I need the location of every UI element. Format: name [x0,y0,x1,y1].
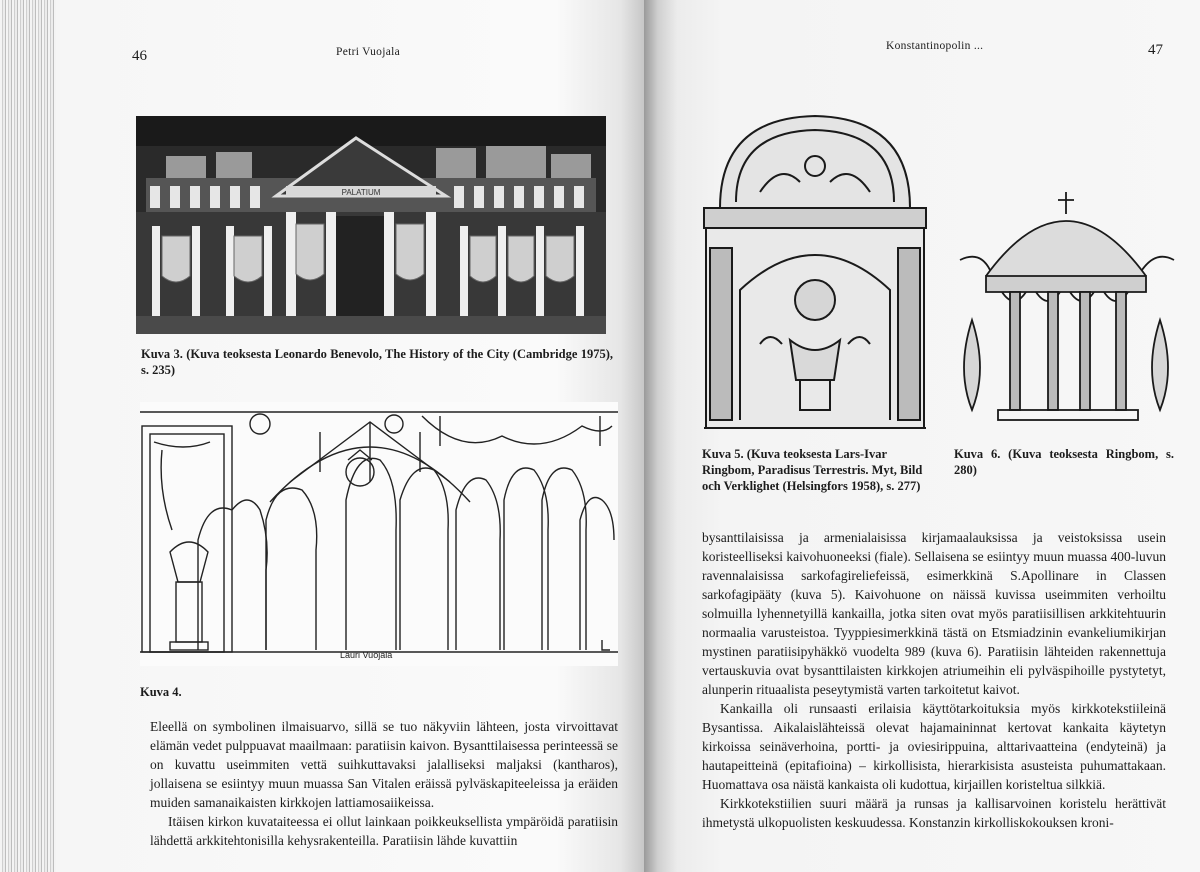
right-page-number: 47 [1148,42,1163,58]
figure-4-caption: Kuva 4. [140,685,182,699]
right-page [644,0,1200,872]
paragraph: Kirkkotekstiilien suuri määrä ja runsas ja kallisarvoinen koristelu herättivät ihmetystä ulkopuolisten keskuudessa. Konstanzin kirkolliskokouksen kroni- [702,796,1166,830]
paragraph: Eleellä on symbolinen ilmaisuarvo, sillä se tuo näkyviin lähteen, josta virvoittavat elämän vedet pulppuavat maailmaan: paratiisin kaivon. Bysanttilaisessa perinteessä se on kuvattu useimmiten vettä suihkuttavaksi jalalliseksi maljaksi (kantharos), jollaisena se esiintyy muun muassa San Vitalen eräissä pylväskapiteeleissa ja eräiden muiden samanaikaisten kirkkojen lattiamosaiikeissa. [150,719,618,810]
right-running-head: Konstantinopolin ... [886,40,984,52]
left-running-head: Petri Vuojala [336,46,400,58]
figure-6-caption: Kuva 6. (Kuva teoksesta Ringbom, s. 280) [954,447,1174,477]
figure-5-caption: Kuva 5. (Kuva teoksesta Lars-Ivar Ringbom, Paradisus Terrestris. Myt, Bild och Verklighet (Helsingfors 1958), s. 277) [702,447,923,493]
right-body-text [702,528,1166,832]
figure-4-signature: Lauri Vuojala [340,650,393,660]
figure-3-palace-mosaic [136,116,606,334]
left-page-number: 46 [132,48,147,64]
figure-4-line-drawing [140,402,618,666]
book-page-edges [0,0,56,872]
palatium-inscription: PALATIUM [341,188,381,197]
paragraph: Kankailla oli runsaasti erilaisia käyttötarkoituksia myös kirkkotekstiileinä Bysantissa. Aikalaislähteissä olevat hajamaininnat kertovat kankaita käytetyn kirkoissa seinäverhoina, portti- ja oviesirippuina, alttarivaatteina (endyteinä) ja hautapeitteinä (epitafioina) – kirkollisista, hierarkisista asusteista puhumattakaan. Huomattava osa näistä kankaista oli kudottua, kirjaillen koristeltua silkkiä. [702,701,1166,792]
left-body-text [150,717,618,850]
figure-3-caption: Kuva 3. (Kuva teoksesta Leonardo Benevolo, The History of the City (Cambridge 1975), s. 235) [141,347,613,377]
figure-5-sarcophagus-drawing [700,112,930,434]
figure-6-shrine-drawing [950,190,1182,426]
paragraph: Itäisen kirkon kuvataiteessa ei ollut lainkaan poikkeuksellista ympäröidä paratiisin lähdettä arkkitehtonisilla kehysrakenteilla. Paratiisin lähde kuvattiin [150,814,618,848]
paragraph: bysanttilaisissa ja armenialaisissa kirjamaalauksissa ja veistoksissa usein koristeelliseksi kaivohuoneeksi (fiale). Sellaisena se esiintyy muun muassa 400-luvun ravennalaisissa sarkofagireliefeissä, esimerkkinä S.Apollinare in Classen sarkofagipääty (kuva 5). Kaivohuone on näissä kuvissa useimmiten verhoiltu solmuilla lyhennetyillä kankailla, jotka siten ovat myös paratiisillisen arkkitehtuurin normaalia varusteistoa. Tyyppiesimerkkinä tästä on Etsmiadzinin evankeliumikirjan mystinen paratiisipyhäkkö vuodelta 989 (kuva 6). Paratiisin lähteiden rakennettuja vertauskuvia ovat bysanttilaisten kirkkojen atriumeihin eli pylväspihoille pystytetyt, alunperin rituaalista peseytymistä varten tarkoitetut kaivot. [702,530,1166,697]
left-page [56,0,644,872]
